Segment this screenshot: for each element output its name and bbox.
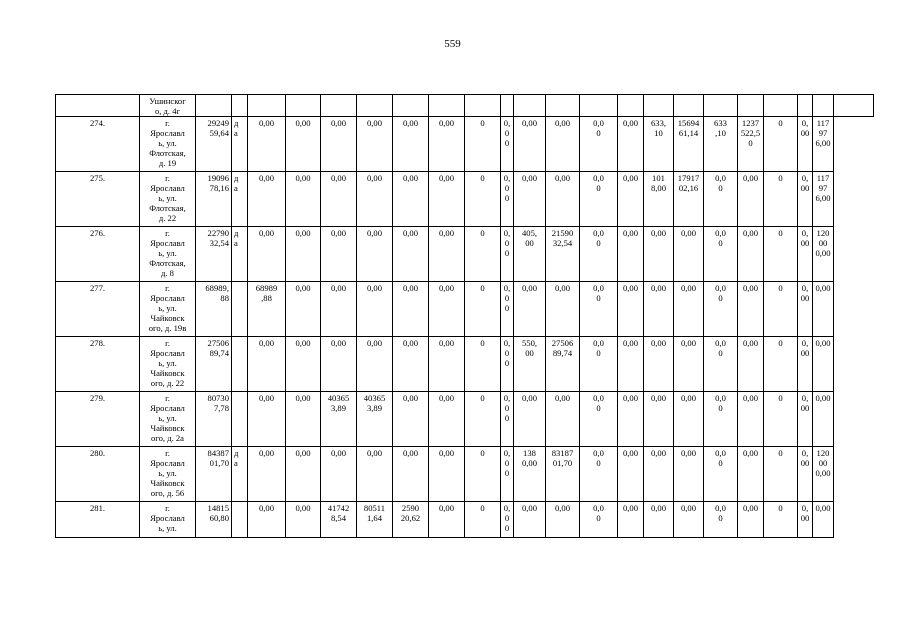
value-cell: 0,00	[321, 447, 357, 502]
value-cell: 1237 522,5 0	[738, 117, 764, 172]
value-cell: 0,00	[393, 337, 429, 392]
row-number-cell: 276.	[56, 227, 140, 282]
value-cell: 0,00	[286, 227, 321, 282]
value-cell: 12000 0,00	[813, 447, 834, 502]
value-cell: 0,0 0	[704, 227, 738, 282]
value-cell: 0,00	[644, 227, 674, 282]
value-cell: 22790 32,54	[196, 227, 232, 282]
table-row	[56, 392, 874, 447]
value-cell: 0,00	[393, 447, 429, 502]
value-cell: 0,00	[248, 502, 286, 538]
value-cell: 0,00	[514, 282, 546, 337]
value-cell: 0,00	[618, 172, 644, 227]
table-row	[56, 227, 874, 282]
value-cell: 0	[465, 172, 501, 227]
continuation-row	[56, 95, 874, 117]
value-cell: 0,00	[674, 282, 704, 337]
value-cell: 0,00	[618, 502, 644, 538]
value-cell: 0,00	[738, 282, 764, 337]
value-cell: 0	[465, 227, 501, 282]
value-cell: 0,00	[618, 117, 644, 172]
value-cell: 0,00	[798, 447, 813, 502]
value-cell: 0,00	[429, 392, 465, 447]
value-cell: 0,00	[644, 337, 674, 392]
address-cell: г. Ярославл ь, ул. Флотская, д. 19	[140, 117, 196, 172]
value-cell: 0,00	[429, 117, 465, 172]
value-cell: 0,00	[738, 172, 764, 227]
value-cell: 0,00	[546, 392, 580, 447]
value-cell: 40365 3,89	[357, 392, 393, 447]
value-cell: 0	[465, 282, 501, 337]
value-cell: 0,0 0	[580, 117, 618, 172]
value-cell: 0,00	[501, 447, 514, 502]
value-cell: 29249 59,64	[196, 117, 232, 172]
value-cell: 68989 ,88	[248, 282, 286, 337]
value-cell: 0,00	[644, 447, 674, 502]
value-cell: 0	[465, 447, 501, 502]
row-number-cell: 274.	[56, 117, 140, 172]
value-cell: 0,00	[546, 502, 580, 538]
value-cell: 633, 10	[644, 117, 674, 172]
value-cell: 0,00	[429, 447, 465, 502]
value-cell	[232, 282, 248, 337]
address-cell: г. Ярославл ь, ул. Чайковск ого, д. 2а	[140, 392, 196, 447]
value-cell: 0,0 0	[704, 337, 738, 392]
value-cell: 68989, 88	[196, 282, 232, 337]
value-cell: 0,00	[738, 502, 764, 538]
address-cell: г. Ярославл ь, ул.	[140, 502, 196, 538]
value-cell: 0,0 0	[704, 447, 738, 502]
value-cell: 0,00	[393, 172, 429, 227]
value-cell: 0,00	[321, 227, 357, 282]
value-cell: 0,00	[618, 447, 644, 502]
value-cell: 0,00	[798, 392, 813, 447]
value-cell: 0,0 0	[580, 502, 618, 538]
value-cell: 0,00	[644, 392, 674, 447]
value-cell: 0,00	[393, 282, 429, 337]
value-cell: 0,00	[321, 172, 357, 227]
address-cell: г. Ярославл ь, ул. Чайковск ого, д. 19в	[140, 282, 196, 337]
value-cell: 0	[764, 447, 798, 502]
value-cell: 17917 02,16	[674, 172, 704, 227]
value-cell: 550, 00	[514, 337, 546, 392]
value-cell: 12000 0,00	[813, 227, 834, 282]
row-number-cell: 277.	[56, 282, 140, 337]
value-cell: 405, 00	[514, 227, 546, 282]
value-cell: 0	[764, 227, 798, 282]
value-cell: 0,0 0	[580, 172, 618, 227]
value-cell: 0,00	[674, 502, 704, 538]
value-cell: 0,00	[514, 117, 546, 172]
value-cell	[232, 502, 248, 538]
value-cell: 0,00	[248, 337, 286, 392]
data-table	[55, 94, 874, 538]
value-cell: 0,00	[286, 282, 321, 337]
value-cell: 0,00	[618, 227, 644, 282]
value-cell: 0,00	[357, 227, 393, 282]
value-cell: 15694 61,14	[674, 117, 704, 172]
row-number-cell: 275.	[56, 172, 140, 227]
value-cell: 0,00	[674, 227, 704, 282]
value-cell: д а	[232, 447, 248, 502]
value-cell: 0,00	[514, 172, 546, 227]
value-cell: 0	[465, 502, 501, 538]
value-cell: 27506 89,74	[546, 337, 580, 392]
row-number-cell: 280.	[56, 447, 140, 502]
value-cell: 0,00	[618, 337, 644, 392]
value-cell: 0,0 0	[580, 392, 618, 447]
value-cell: 0,00	[813, 392, 834, 447]
value-cell: 0,00	[286, 447, 321, 502]
value-cell: 0,00	[286, 172, 321, 227]
value-cell: 0,0 0	[580, 447, 618, 502]
value-cell: 0,0 0	[580, 227, 618, 282]
value-cell: 0,00	[501, 172, 514, 227]
value-cell: 0,00	[546, 172, 580, 227]
value-cell: 0,00	[429, 502, 465, 538]
value-cell: 0,00	[501, 117, 514, 172]
page-number: 559	[444, 38, 461, 50]
value-cell: 0,0 0	[704, 282, 738, 337]
value-cell: 27506 89,74	[196, 337, 232, 392]
value-cell	[232, 337, 248, 392]
value-cell: 0	[764, 172, 798, 227]
value-cell: 0,00	[644, 502, 674, 538]
value-cell: 0,00	[813, 337, 834, 392]
value-cell: д а	[232, 227, 248, 282]
row-number-cell: 278.	[56, 337, 140, 392]
value-cell: 0,0 0	[704, 502, 738, 538]
value-cell: 0,00	[429, 172, 465, 227]
value-cell: 0,00	[248, 172, 286, 227]
value-cell: 19096 78,16	[196, 172, 232, 227]
value-cell: 101 8,00	[644, 172, 674, 227]
value-cell: 83187 01,70	[546, 447, 580, 502]
value-cell: 0	[465, 117, 501, 172]
value-cell: 0,00	[429, 227, 465, 282]
value-cell: 40365 3,89	[321, 392, 357, 447]
table-row	[56, 172, 874, 227]
value-cell: 0,00	[514, 502, 546, 538]
value-cell: 0,00	[738, 227, 764, 282]
value-cell: 0,00	[248, 227, 286, 282]
table-row	[56, 282, 874, 337]
table-row	[56, 337, 874, 392]
value-cell: 0,00	[321, 337, 357, 392]
value-cell: 0	[465, 392, 501, 447]
value-cell: 0,00	[357, 337, 393, 392]
value-cell: 0,00	[321, 117, 357, 172]
value-cell: 0,00	[798, 172, 813, 227]
value-cell: 0,00	[357, 172, 393, 227]
value-cell: 21590 32,54	[546, 227, 580, 282]
value-cell: 0,00	[546, 117, 580, 172]
value-cell: 0,00	[798, 227, 813, 282]
value-cell: 14815 60,80	[196, 502, 232, 538]
value-cell: 0	[764, 502, 798, 538]
value-cell: 633 ,10	[704, 117, 738, 172]
value-cell: 0,00	[644, 282, 674, 337]
value-cell: 0,00	[813, 282, 834, 337]
value-cell: 0,00	[429, 282, 465, 337]
address-cell: г. Ярославл ь, ул. Чайковск ого, д. 22	[140, 337, 196, 392]
value-cell: 41742 8,54	[321, 502, 357, 538]
value-cell: 0,00	[738, 447, 764, 502]
table-row	[56, 447, 874, 502]
value-cell: 0,00	[618, 392, 644, 447]
value-cell: 0,00	[674, 447, 704, 502]
table-row	[56, 502, 874, 538]
value-cell: 0	[465, 337, 501, 392]
value-cell: 0	[764, 282, 798, 337]
value-cell: 0,00	[813, 502, 834, 538]
value-cell: 0	[764, 337, 798, 392]
row-number-cell: 281.	[56, 502, 140, 538]
address-cell: Ушинског о, д. 4г	[140, 95, 196, 117]
value-cell: 80511 1,64	[357, 502, 393, 538]
value-cell	[232, 392, 248, 447]
value-cell: 0,00	[321, 282, 357, 337]
value-cell: 138 0,00	[514, 447, 546, 502]
value-cell: 0,00	[738, 337, 764, 392]
value-cell: 84387 01,70	[196, 447, 232, 502]
value-cell: 0	[764, 117, 798, 172]
value-cell: 0,00	[393, 117, 429, 172]
value-cell: 0,00	[514, 392, 546, 447]
value-cell: 0,00	[501, 502, 514, 538]
value-cell: 0,00	[429, 337, 465, 392]
value-cell: 0,00	[286, 502, 321, 538]
row-number-cell: 279.	[56, 392, 140, 447]
value-cell: 0,00	[286, 337, 321, 392]
value-cell: 0,00	[357, 117, 393, 172]
value-cell: 0,00	[248, 447, 286, 502]
table-row	[56, 117, 874, 172]
value-cell: 0,00	[286, 117, 321, 172]
value-cell: 0,00	[248, 392, 286, 447]
value-cell: 0,00	[357, 447, 393, 502]
value-cell: 0,00	[501, 282, 514, 337]
value-cell: 0,00	[393, 392, 429, 447]
value-cell: 0,00	[501, 337, 514, 392]
value-cell: 0,00	[798, 502, 813, 538]
value-cell: 0,00	[501, 227, 514, 282]
address-cell: г. Ярославл ь, ул. Чайковск ого, д. 56	[140, 447, 196, 502]
value-cell: 0,0 0	[580, 337, 618, 392]
value-cell: 0,00	[501, 392, 514, 447]
value-cell: 0,00	[546, 282, 580, 337]
value-cell: 0,00	[738, 392, 764, 447]
value-cell: 0,00	[248, 117, 286, 172]
address-cell: г. Ярославл ь, ул. Флотская, д. 22	[140, 172, 196, 227]
value-cell: 0,00	[286, 392, 321, 447]
value-cell: 0	[764, 392, 798, 447]
value-cell: 0,00	[798, 337, 813, 392]
row-number-cell	[56, 95, 140, 117]
value-cell: 11797 6,00	[813, 172, 834, 227]
value-cell: 0,00	[674, 337, 704, 392]
value-cell: 11797 6,00	[813, 117, 834, 172]
value-cell: 0,0 0	[580, 282, 618, 337]
value-cell: 0,00	[357, 282, 393, 337]
address-cell: г. Ярославл ь, ул. Флотская, д. 8	[140, 227, 196, 282]
value-cell: 0,0 0	[704, 392, 738, 447]
value-cell: 0,00	[393, 227, 429, 282]
value-cell: 2590 20,62	[393, 502, 429, 538]
value-cell: 0,00	[798, 117, 813, 172]
value-cell: 0,00	[618, 282, 644, 337]
value-cell: д а	[232, 117, 248, 172]
value-cell: д а	[232, 172, 248, 227]
value-cell: 80730 7,78	[196, 392, 232, 447]
value-cell: 0,0 0	[704, 172, 738, 227]
value-cell: 0,00	[674, 392, 704, 447]
value-cell: 0,00	[798, 282, 813, 337]
